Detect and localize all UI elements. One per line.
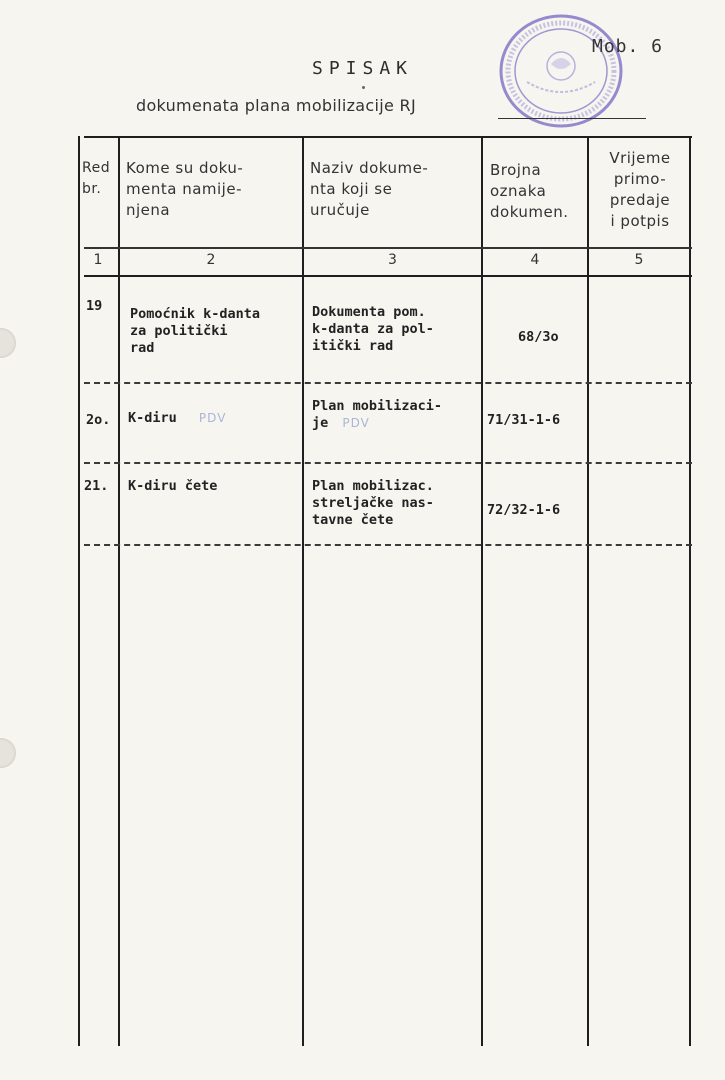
- column-header-time-signature: [592, 148, 688, 232]
- cell-line: itički rad: [312, 338, 394, 354]
- column-number: 2: [206, 252, 216, 268]
- documents-table: [84, 136, 692, 1046]
- pencil-annotation: PDV: [342, 416, 370, 430]
- document-code: Mob. 6: [592, 36, 664, 57]
- column-number: 4: [530, 252, 540, 268]
- table-border-top: [84, 136, 692, 138]
- row-divider: [84, 544, 692, 546]
- document-code-cell: 68/3o: [518, 329, 559, 345]
- document-code-cell: 71/31-1-6: [487, 412, 561, 428]
- header-line: Brojna: [490, 161, 542, 179]
- header-line: nta koji se: [310, 180, 393, 198]
- column-header-recipient: [126, 158, 298, 221]
- cell-line: za politički: [130, 323, 228, 339]
- cell-line: Pomoćnik k-danta: [130, 306, 261, 322]
- header-line: menta namije-: [126, 180, 242, 198]
- header-line: primo-: [613, 170, 667, 188]
- header-line: Vrijeme: [609, 149, 671, 167]
- header-line: njena: [126, 201, 171, 219]
- binder-hole: [0, 328, 16, 358]
- document-cell: [312, 398, 488, 432]
- binder-hole: [0, 738, 16, 768]
- column-number: 5: [634, 252, 644, 268]
- column-header-no: [82, 158, 118, 200]
- cell-line: tavne čete: [312, 512, 394, 528]
- document-code-cell: 72/32-1-6: [487, 502, 561, 518]
- column-number: 1: [93, 252, 103, 268]
- header-line: br.: [82, 181, 102, 197]
- header-line: Red: [82, 160, 111, 176]
- recipient-cell: [130, 306, 302, 357]
- cell-line: Dokumenta pom.: [312, 304, 426, 320]
- row-divider: [84, 462, 692, 464]
- header-line: predaje: [609, 191, 671, 209]
- cell-line: k-danta za pol-: [312, 321, 434, 337]
- row-divider: [84, 382, 692, 384]
- pencil-annotation: PDV: [198, 411, 227, 425]
- numbers-divider: [84, 275, 692, 277]
- cell-line: K-diru čete: [128, 478, 218, 494]
- header-divider: [84, 247, 692, 249]
- title-mark: [362, 86, 365, 89]
- column-number: 3: [388, 252, 397, 268]
- cell-line: Plan mobilizac.: [312, 478, 434, 494]
- document-cell: [312, 304, 482, 355]
- cell-line: Plan mobilizaci-: [312, 398, 443, 414]
- row-number: 19: [86, 298, 103, 314]
- page-subtitle: dokumenata plana mobilizacije RJ: [136, 96, 416, 115]
- table-border-right: [689, 136, 691, 1046]
- header-line: i potpis: [610, 212, 670, 230]
- column-header-document: [310, 158, 478, 221]
- cell-line: K-diru: [128, 410, 177, 426]
- page-title: SPISAK: [311, 58, 414, 79]
- cell-line: rad: [130, 340, 155, 356]
- cell-line: streljačke nas-: [312, 495, 434, 511]
- recipient-cell: [128, 410, 300, 427]
- row-number: 2o.: [86, 412, 111, 428]
- row-number: 21.: [84, 478, 109, 494]
- header-line: Kome su doku-: [126, 159, 244, 177]
- subtitle-fill-line: [498, 118, 646, 119]
- column-header-code: [490, 160, 586, 223]
- header-line: dokumen.: [490, 203, 569, 221]
- header-line: Naziv dokume-: [310, 159, 429, 177]
- document-cell: [312, 478, 488, 529]
- header-line: uručuje: [310, 201, 370, 219]
- header-line: oznaka: [490, 182, 547, 200]
- cell-line: je: [312, 415, 329, 431]
- recipient-cell: [128, 478, 300, 495]
